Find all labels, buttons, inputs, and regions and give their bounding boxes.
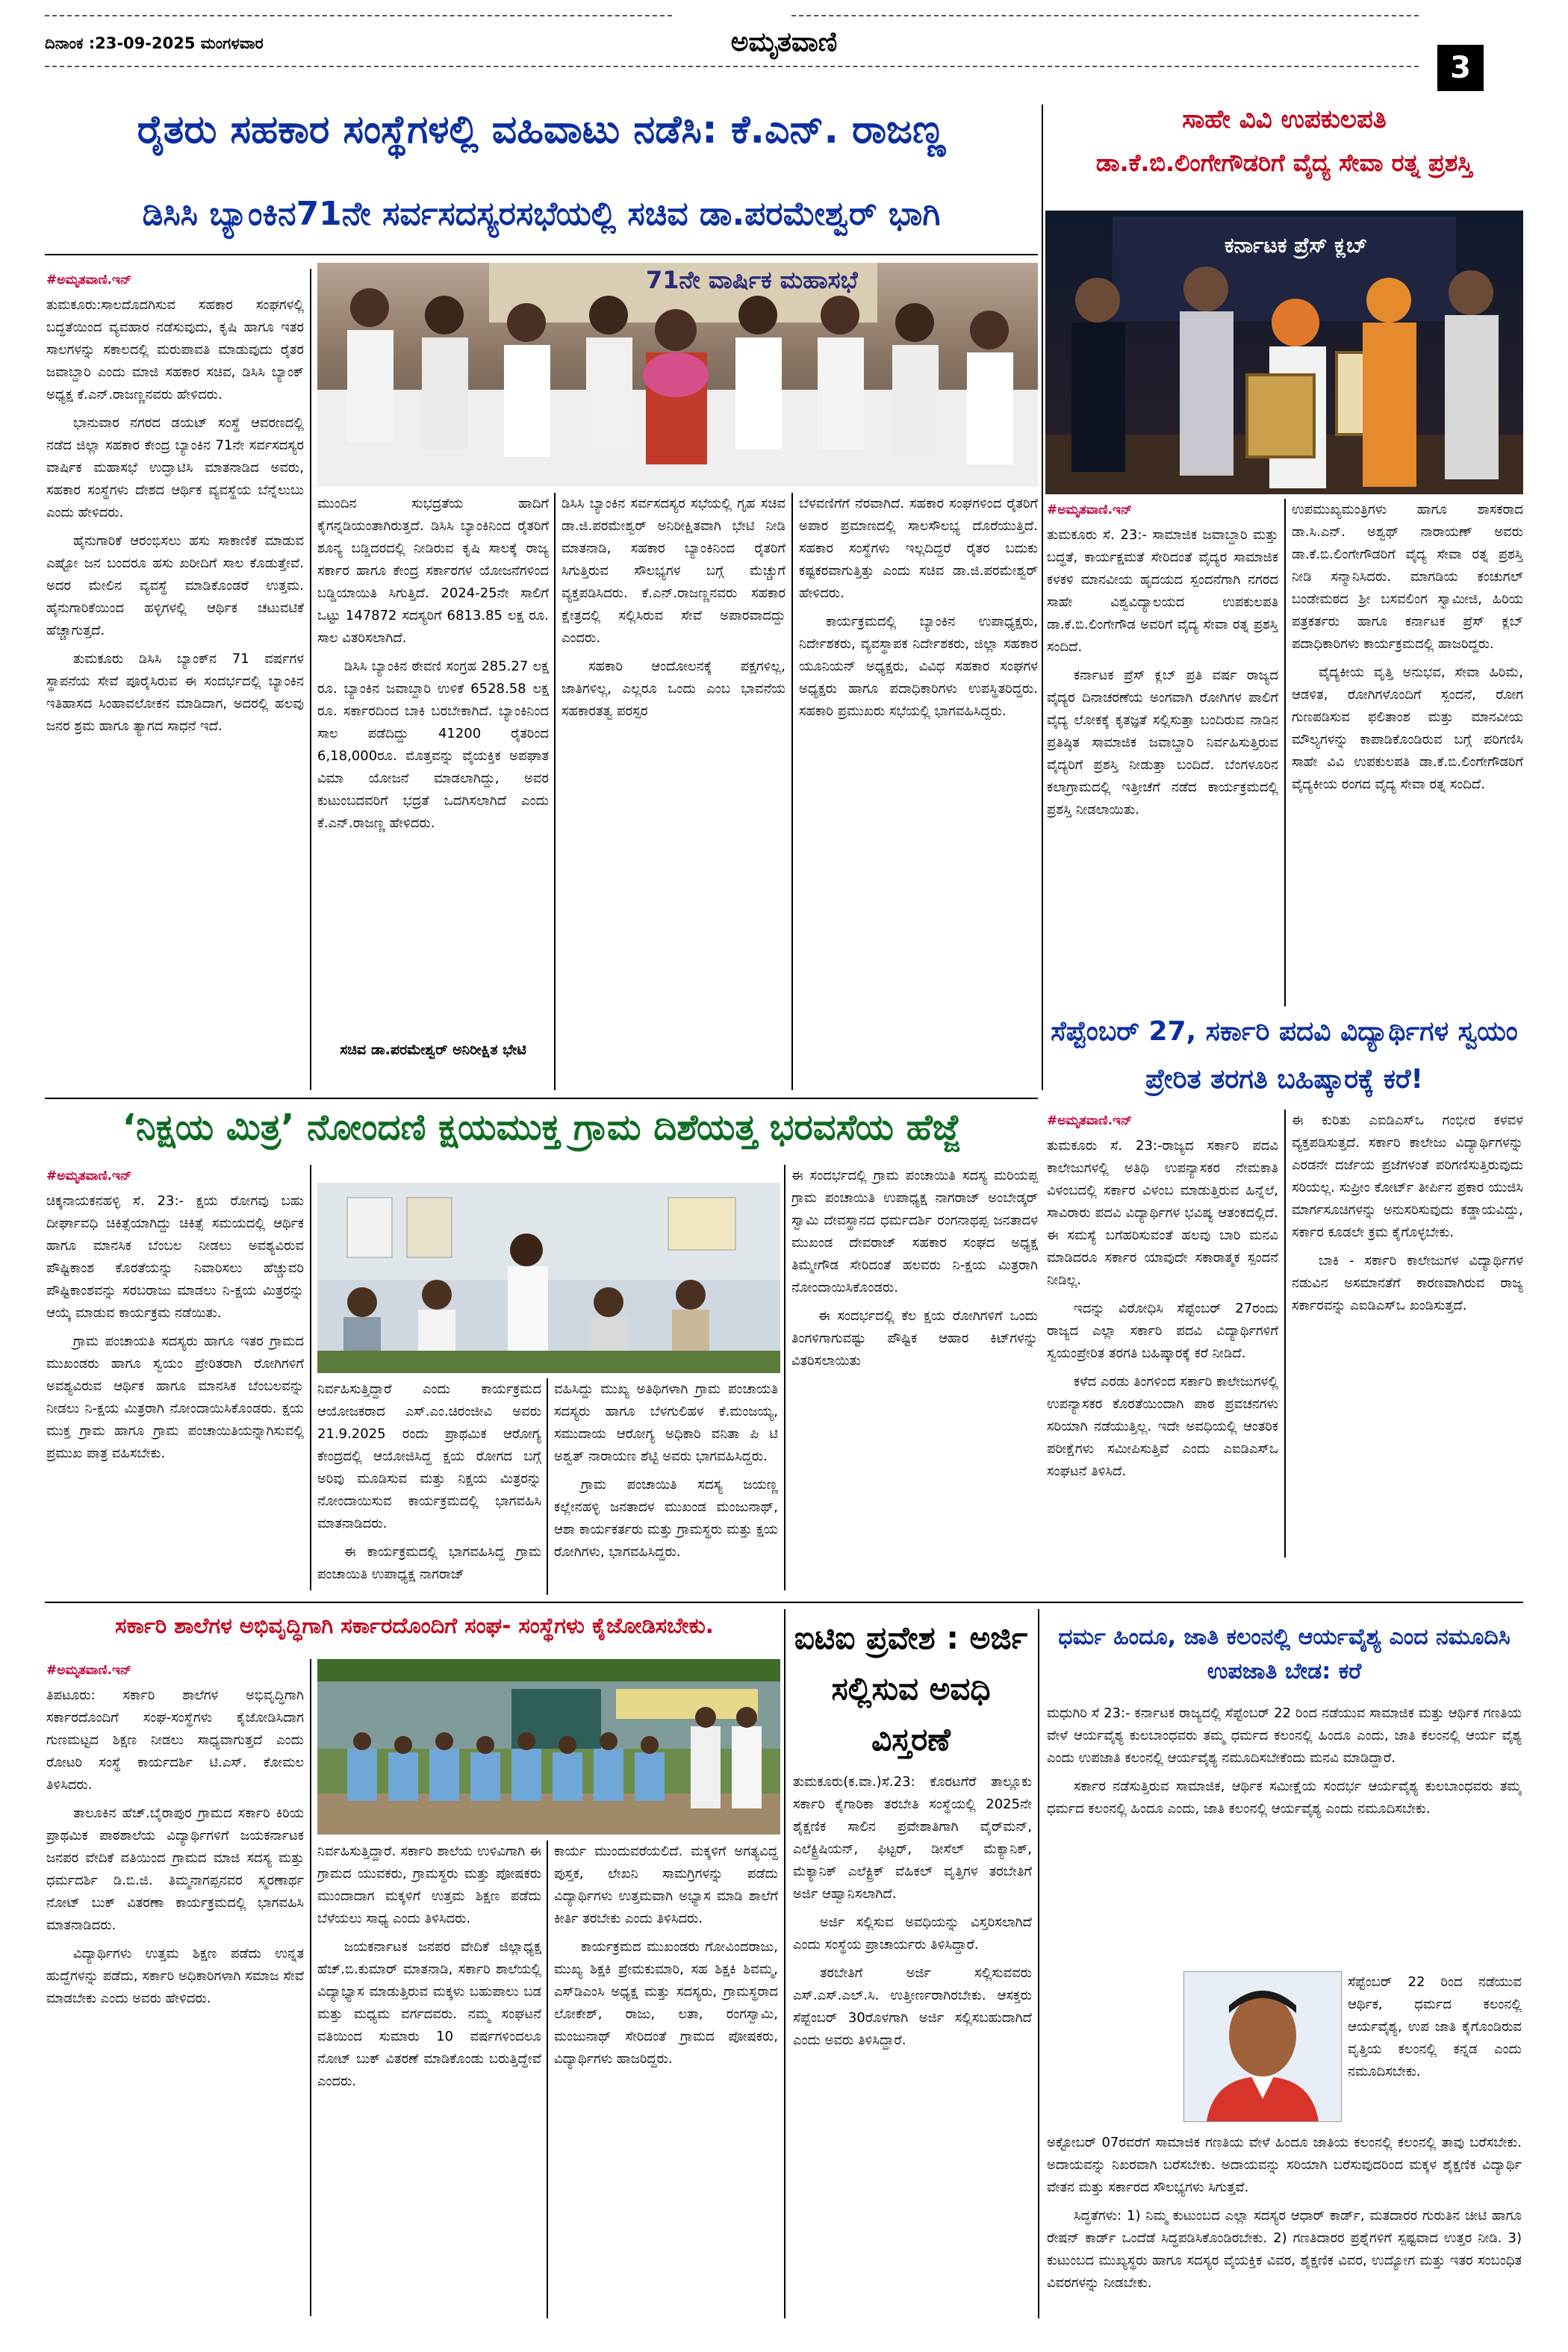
story2-dateline: #ಅಮೃತವಾಣಿ.ಇನ್ <box>1047 503 1133 517</box>
paragraph: ಈ ಕುರಿತು ಎಐಡಿಎಸ್‌ಒ ಗಂಭೀರ ಕಳವಳ ವ್ಯಕ್ತಪಡಿಸುತ್ತದೆ. ಸರ್ಕಾರಿ ಕಾಲೇಜು ವಿದ್ಯಾರ್ಥಿಗಳನ್ನು ಎರಡನೇ ದರ್ಜೆಯ ಪ್ರಜೆಗಳಂತೆ ಪರಿಗಣಿಸುತ್ತಿರುವುದು ಸರಿಯಲ್ಲ. ಸುಪ್ರೀಂ ಕೋರ್ಟ್ ತೀರ್ಪಿನ ಪ್ರಕಾರ ಯುಜಿಸಿ ಮಾರ್ಗಸೂಚಿಗಳನ್ನು ಅನುಸರಿಸುವುದು ಕಡ್ಡಾಯವಿದ್ದು, ಸರ್ಕಾರ ಕೂಡಲೇ ಕ್ರಮ ಕೈಗೊಳ್ಳಬೇಕು. <box>1292 1113 1523 1240</box>
ceremony-photo-graphic <box>317 263 1038 487</box>
paragraph: ತುಮಕೂರು ಸೆ. 23:-ರಾಜ್ಯದ ಸರ್ಕಾರಿ ಪದವಿ ಕಾಲೇಜುಗಳಲ್ಲಿ ಅತಿಥಿ ಉಪನ್ಯಾಸಕರ ನೇಮಕಾತಿ ವಿಳಂಬದಲ್ಲಿ ಸರ್ಕಾರ ವಿಳಂಬ ಮಾಡುತ್ತಿರುವ ಹಿನ್ನೆಲೆ, ಸಾವಿರಾರು ಪದವಿ ವಿದ್ಯಾರ್ಥಿಗಳ ಭವಿಷ್ಯ ಆತಂಕದಲ್ಲಿದೆ. ಈ ಸಮಸ್ಯೆ ಬಗೆಹರಿಸುವಂತೆ ಹಲವು ಬಾರಿ ಮನವಿ ಮಾಡಿದರೂ ಸರ್ಕಾರ ಯಾವುದೇ ಸಕಾರಾತ್ಮಕ ಸ್ಪಂದನೆ ನೀಡಿಲ್ಲ. <box>1047 1138 1278 1288</box>
paragraph: ತುಮಕೂರು ಸೆ. 23:- ಸಾಮಾಜಿಕ ಜವಾಬ್ದಾರಿ ಮತ್ತು ಬದ್ಧತೆ, ಕಾರ್ಯಕ್ಷಮತೆ ಸೇರಿದಂತೆ ವೈದ್ಯರ ಸಾಮಾಜಿಕ ಕಳಕಳಿ ಮಾನವೀಯ ಹೃದಯದ ಸ್ಪಂದನೆಗಾಗಿ ನಗರದ ಸಾಹೇ ವಿಶ್ವವಿದ್ಯಾಲಯದ ಉಪಕುಲಪತಿ ಡಾ.ಕೆ.ಬಿ.ಲಿಂಗೇಗೌಡ ಅವರಿಗೆ ವೈದ್ಯ ಸೇವಾ ರತ್ನ ಪ್ರಶಸ್ತಿ ಸಂದಿದೆ. <box>1047 527 1278 655</box>
paragraph: ಇದನ್ನು ವಿರೋಧಿಸಿ ಸೆಪ್ಟೆಂಬರ್ 27ರಂದು ರಾಜ್ಯದ ಎಲ್ಲಾ ಸರ್ಕಾರಿ ಪದವಿ ವಿದ್ಯಾರ್ಥಿಗಳಿಗೆ ಸ್ವಯಂಪ್ರೇರಿತ ತರಗತಿ ಬಹಿಷ್ಕಾರಕ್ಕೆ ಕರೆ ನೀಡಿದೆ. <box>1047 1301 1278 1361</box>
paragraph: ಉಪಮುಖ್ಯಮಂತ್ರಿಗಳು ಹಾಗೂ ಶಾಸಕರಾದ ಡಾ.ಸಿ.ಎನ್. ಅಶ್ವಥ್ ನಾರಾಯಣ್ ಅವರು ಡಾ.ಕೆ.ಬಿ.ಲಿಂಗೇಗೌಡರಿಗೆ ವೈದ್ಯ ಸೇವಾ ರತ್ನ ಪ್ರಶಸ್ತಿ ನೀಡಿ ಸನ್ಮಾನಿಸಿದರು. ಮಾಗಡಿಯ ಕಂಚುಗಲ್ ಬಂಡೇಮಠದ ಶ್ರೀ ಬಸವಲಿಂಗ ಸ್ವಾಮೀಜಿ, ಹಿರಿಯ ಪತ್ರಕರ್ತರು ಹಾಗೂ ಕರ್ನಾಟಕ ಪ್ರೆಸ್ ಕ್ಲಬ್ ಪದಾಧಿಕಾರಿಗಳು ಕಾರ್ಯಕ್ರಮದಲ್ಲಿ ಹಾಜರಿದ್ದರು. <box>1292 502 1523 652</box>
portrait-graphic <box>1184 1972 1341 2121</box>
story2-photo-banner: ಕರ್ನಾಟಕ ಪ್ರೆಸ್ ಕ್ಲಬ್ <box>1225 233 1368 258</box>
story4-column-2 <box>317 1378 541 1595</box>
paragraph: ಸಿದ್ಧತೆಗಳು: 1) ನಿಮ್ಮ ಕುಟುಂಬದ ಎಲ್ಲಾ ಸದಸ್ಯರ ಆಧಾರ್ ಕಾರ್ಡ್, ಮತದಾರರ ಗುರುತಿನ ಚೀಟಿ ಹಾಗೂ ರೇಷನ್ ಕಾರ್ಡ್ ಒಂದೆಡೆ ಸಿದ್ಧಪಡಿಸಿಕೊಂಡಿರಬೇಕು. 2) ಗಣತಿದಾರರ ಪ್ರಶ್ನೆಗಳಿಗೆ ಸ್ಪಷ್ಟವಾದ ಉತ್ತರ ನೀಡಿ. 3) ಕುಟುಂಬದ ಮುಖ್ಯಸ್ಥರು ಹಾಗೂ ಸದಸ್ಯರ ವೈಯಕ್ತಿಕ ವಿವರ, ಶೈಕ್ಷಣಿಕ ವಿವರ, ಉದ್ಯೋಗ ಮತ್ತು ಇತರ ಸಂಬಂಧಿತ ವಿವರಗಳನ್ನು ನೀಡಬೇಕು. <box>1047 2208 1522 2291</box>
paragraph: ಮುಂದಿನ ಸುಭದ್ರತೆಯ ಹಾದಿಗೆ ಕೈಗನ್ನಡಿಯಂತಾಗಿರುತ್ತದೆ. ಡಿಸಿಸಿ ಬ್ಯಾಂಕಿನಿಂದ ರೈತರಿಗೆ ಶೂನ್ಯ ಬಡ್ಡಿದರದಲ್ಲಿ ನೀಡಿರುವ ಕೃಷಿ ಸಾಲಕ್ಕೆ ರಾಜ್ಯ ಸರ್ಕಾರ ಹಾಗೂ ಕೇಂದ್ರ ಸರ್ಕಾರಗಳ ಯೋಜನೆಗಳಿಂದ ಬಡ್ಡಿಯಾಯಿತಿ ಸಿಗುತ್ತಿದೆ. 2024-25ನೇ ಸಾಲಿಗೆ ಒಟ್ಟು 147872 ಸದಸ್ಯರಿಗೆ 6813.85 ಲಕ್ಷ ರೂ. ಸಾಲ ವಿತರಿಸಲಾಗಿದೆ. <box>317 496 549 646</box>
story4-dateline: #ಅಮೃತವಾಣಿ.ಇನ್ <box>46 1169 132 1183</box>
story2-photo <box>1045 211 1523 494</box>
section-rule <box>1042 105 1043 1090</box>
story1-column-3 <box>561 493 785 1090</box>
paragraph: ಈ ಸಂದರ್ಭದಲ್ಲಿ ಗ್ರಾಮ ಪಂಚಾಯಿತಿ ಸದಸ್ಯ ಮರಿಯಪ್ಪ ಗ್ರಾಮ ಪಂಚಾಯಿತಿ ಉಪಾಧ್ಯಕ್ಷ ನಾಗರಾಜ್ ಅಂಬೇಡ್ಕರ್ ಸ್ವಾಮಿ ದೇವಸ್ಥಾನದ ಧರ್ಮದರ್ಶಿ ರಂಗನಾಥಪ್ಪ ಜನತಾದಳ ಮುಖಂಡ ದೇವರಾಜ್ ಸಹಕಾರ ಸಂಘದ ಅಧ್ಯಕ್ಷ ತಿಮ್ಮೇಗೌಡ ಸೇರಿದಂತೆ ಹಲವರು ನಿ-ಕ್ಷಯ ಮಿತ್ರರಾಗಿ ನೋಂದಾಯಿಸಿಕೊಂಡರು. <box>791 1168 1038 1295</box>
story1-dateline: #ಅಮೃತವಾಣಿ.ಇನ್ <box>46 273 132 287</box>
paragraph: ನಿರ್ವಹಿಸುತ್ತಿದ್ದಾರೆ. ಸರ್ಕಾರಿ ಶಾಲೆಯ ಉಳಿವಿಗಾಗಿ ಈ ಗ್ರಾಮದ ಯುವಕರು, ಗ್ರಾಮಸ್ಥರು ಮತ್ತು ಪೋಷಕರು ಮುಂದಾದಾಗ ಮಕ್ಕಳಿಗೆ ಉತ್ತಮ ಶಿಕ್ಷಣ ಪಡೆದು ಬೆಳೆಯಲು ಸಾಧ್ಯ ಎಂದು ತಿಳಿಸಿದರು. <box>317 1844 541 1926</box>
story1-photo <box>317 263 1038 487</box>
paragraph: ವಹಿಸಿದ್ದು ಮುಖ್ಯ ಅತಿಥಿಗಳಾಗಿ ಗ್ರಾಮ ಪಂಚಾಯತಿ ಸದಸ್ಯರು ಹಾಗೂ ಬೆಳಗುಲಿಹಳ ಕೆ.ಮಂಜಯ್ಯ, ಸಮುದಾಯ ಆರೋಗ್ಯ ಅಧಿಕಾರಿ ವನಿತಾ ಪಿ ಟಿ ಅಶ್ವತ್ ನಾರಾಯಣ ಶೆಟ್ಟಿ ಅವರು ಭಾಗವಹಿಸಿದ್ದರು. <box>554 1381 778 1464</box>
header-rule-left <box>45 15 672 16</box>
story5-column-3 <box>554 1841 778 2333</box>
paragraph: ತುಮಕೂರು(ಕ.ವಾ.)ಸೆ.23: ಕೊರಟಗೆರೆ ತಾಲ್ಲೂಕು ಸರ್ಕಾರಿ ಕೈಗಾರಿಕಾ ತರಬೇತಿ ಸಂಸ್ಥೆಯಲ್ಲಿ 2025ನೇ ಶೈಕ್ಷಣಿಕ ಸಾಲಿನ ಪ್ರವೇಶಾತಿಗಾಗಿ ವೈರ್‌ಮನ್, ಎಲೆಕ್ಟ್ರಿಷಿಯನ್, ಫಿಟ್ಟರ್, ಡೀಸೆಲ್ ಮೆಕ್ಯಾನಿಕ್, ಮೆಕ್ಯಾನಿಕ್ ಎಲೆಕ್ಟ್ರಿಕ್ ವೆಹಿಕಲ್ ವೃತ್ತಿಗಳ ತರಬೇತಿಗೆ ಅರ್ಜಿ ಆಹ್ವಾನಿಸಲಾಗಿದೆ. <box>793 1774 1032 1902</box>
paragraph: ವಿದ್ಯಾರ್ಥಿಗಳು ಉತ್ತಮ ಶಿಕ್ಷಣ ಪಡೆದು ಉನ್ನತ ಹುದ್ದೆಗಳನ್ನು ಪಡೆದು, ಸರ್ಕಾರಿ ಅಧಿಕಾರಿಗಳಾಗಿ ಸಮಾಜ ಸೇವೆ ಮಾಡಬೇಕು ಎಂದು ಅವರು ಹೇಳಿದರು. <box>46 1946 304 2006</box>
column-rule <box>547 1378 548 1595</box>
story1-photo-banner: 71ನೇ ವಾರ್ಷಿಕ ಮಹಾಸಭೆ <box>646 266 858 294</box>
header-underline <box>45 66 1419 67</box>
story4-column-1 <box>46 1165 304 1590</box>
paragraph: ಹೈನುಗಾರಿಕೆ ಆರಂಭಿಸಲು ಹಸು ಸಾಕಾಣಿಕೆ ಮಾಡುವ ಎಷ್ಟೋ ಜನ ಬಂದರೂ ಹಸು ಖರೀದಿಗೆ ಸಾಲ ಕೊಡುತ್ತೇವೆ. ಅದರ ಮೇಲಿನ ವ್ಯವಸ್ಥೆ ಮಾಡಿಕೊಂಡರೆ ಉತ್ತಮ. ಹೈನುಗಾರಿಕೆಯಿಂದ ಹಳ್ಳಿಗಳಲ್ಲಿ ಆರ್ಥಿಕ ಚಟುವಟಿಕೆ ಹೆಚ್ಚಾಗುತ್ತದೆ. <box>46 533 304 638</box>
paragraph: ಅರ್ಜಿ ಸಲ್ಲಿಸುವ ಅವಧಿಯನ್ನು ವಿಸ್ತರಿಸಲಾಗಿದೆ ಎಂದು ಸಂಸ್ಥೆಯ ಪ್ರಾಚಾರ್ಯರು ತಿಳಿಸಿದ್ದಾರೆ. <box>793 1914 1032 1953</box>
story1-column-1 <box>46 269 304 1165</box>
story4-column-3 <box>554 1378 778 1595</box>
story7-headline: ಧರ್ಮ ಹಿಂದೂ, ಜಾತಿ ಕಲಂನಲ್ಲಿ ಆರ್ಯವೈಶ್ಯ ಎಂದ ನಮೂದಿಸಿ ಉಪಜಾತಿ ಬೇಡ: ಕರೆ <box>1058 1624 1511 1684</box>
story6-body <box>793 1771 1032 2309</box>
story1-column-4 <box>799 493 1038 1090</box>
paragraph: ಈ ಕಾರ್ಯಕ್ರಮದಲ್ಲಿ ಭಾಗವಹಿಸಿದ್ದ ಗ್ರಾಮ ಪಂಚಾಯಿತಿ ಉಪಾಧ್ಯಕ್ಷ ನಾಗರಾಜ್ <box>317 1544 541 1582</box>
column-rule <box>784 1609 785 2318</box>
paragraph: ಸಹಕಾರಿ ಆಂದೋಲನಕ್ಕೆ ಪಕ್ಷಗಳಿಲ್ಲ, ಜಾತಿಗಳಿಲ್ಲ, ಎಲ್ಲರೂ ಒಂದು ಎಂಬ ಭಾವನೆಯ ಸಹಕಾರತತ್ವ ಪರಸ್ಪರ <box>561 659 785 719</box>
story5-column-2 <box>317 1841 541 2333</box>
column-rule <box>310 1659 311 2316</box>
page-number: 3 <box>1437 45 1484 91</box>
story1-headline: ರೈತರು ಸಹಕಾರ ಸಂಸ್ಥೆಗಳಲ್ಲಿ ವಹಿವಾಟು ನಡೆಸಿ: ಕೆ.ಎನ್. ರಾಜಣ್ಣ <box>137 108 946 152</box>
paragraph: ಡಿಸಿಸಿ ಬ್ಯಾಂಕಿನ ಠೇವಣಿ ಸಂಗ್ರಹ 285.27 ಲಕ್ಷ ರೂ. ಬ್ಯಾಂಕಿನ ಜವಾಬ್ದಾರಿ ಉಳಿಕೆ 6528.58 ಲಕ್ಷ ರೂ. ಸರ್ಕಾರದಿಂದ ಬಾಕಿ ಬರಬೇಕಾಗಿದೆ. ಬ್ಯಾಂಕಿನಿಂದ ಸಾಲ ಪಡೆದಿದ್ದು 41200 ರೈತರಿಂದ 6,18,000ರೂ. ಮೊತ್ತವನ್ನು ವೈಯಕ್ತಿಕ ಅಪಘಾತ ವಿಮಾ ಯೋಜನೆ ಮಾಡಲಾಗಿದ್ದು, ಅವರ ಕುಟುಂಬದವರಿಗೆ ಭದ್ರತೆ ಒದಗಿಸಲಾಗಿದೆ ಎಂದು ಕೆ.ಎನ್.ರಾಜಣ್ಣ ಹೇಳಿದರು. <box>317 659 549 831</box>
meeting-photo-graphic <box>317 1183 780 1373</box>
paragraph: ಕಳೆದ ಎರಡು ತಿಂಗಳಿಂದ ಸರ್ಕಾರಿ ಕಾಲೇಜುಗಳಲ್ಲಿ ಉಪನ್ಯಾಸಕರ ಕೊರತೆಯಿಂದಾಗಿ ಪಾಠ ಪ್ರವಚನಗಳು ಸರಿಯಾಗಿ ನಡೆಯುತ್ತಿಲ್ಲ. ಇದೇ ಅವಧಿಯಲ್ಲಿ ಆಂತರಿಕ ಪರೀಕ್ಷೆಗಳು ಸಮೀಪಿಸುತ್ತಿವೆ ಎಂದು ಎಐಡಿಎಸ್‌ಒ ಸಂಘಟನೆ ತಿಳಿಸಿದೆ. <box>1047 1374 1278 1479</box>
paragraph: ಸೆಪ್ಟೆಂಬರ್ 22 ರಿಂದ ನಡೆಯುವ ಆರ್ಥಿಕ, ಧರ್ಮದ ಕಲಂನಲ್ಲಿ ಆರ್ಯವೈಶ್ಯ, ಉಪ ಜಾತಿ ಕೈಗೊಂಡಿರುವ ವೃತ್ತಿಯ ಕಲಂನಲ್ಲಿ ಕನ್ನಡ ಎಂದು ನಮೂದಿಸಬೇಕು. <box>1348 1974 1522 2079</box>
story3-column-2 <box>1292 1110 1523 1558</box>
paragraph: ಕಾರ್ಯ ಮುಂದುವರೆಯಲಿದೆ. ಮಕ್ಕಳಿಗೆ ಅಗತ್ಯವಿದ್ದ ಪುಸ್ತಕ, ಲೇಖನಿ ಸಾಮಗ್ರಿಗಳನ್ನು ಪಡೆದು ವಿದ್ಯಾರ್ಥಿಗಳು ಉತ್ತಮವಾಗಿ ಅಭ್ಯಾಸ ಮಾಡಿ ಶಾಲೆಗೆ ಕೀರ್ತಿ ತರಬೇಕು ಎಂದು ತಿಳಿಸಿದರು. <box>554 1844 778 1926</box>
paragraph: ಕಾರ್ಯಕ್ರಮದ ಮುಖಂಡರು ಗೋವಿಂದರಾಜು, ಮುಖ್ಯ ಶಿಕ್ಷಕಿ ಪ್ರೇಮಕುಮಾರಿ, ಸಹ ಶಿಕ್ಷಕಿ ಶಿವಮ್ಮ, ಎಸ್‌ಡಿಎಂಸಿ ಅಧ್ಯಕ್ಷ ಮತ್ತು ಸದಸ್ಯರು, ಗ್ರಾಮಸ್ಥರಾದ ಲೋಕೇಶ್, ರಾಜು, ಲತಾ, ರಂಗಸ್ವಾಮಿ, ಮಂಜುನಾಥ್ ಸೇರಿದಂತೆ ಗ್ರಾಮದ ಪೋಷಕರು, ವಿದ್ಯಾರ್ಥಿಗಳು ಹಾಜರಿದ್ದರು. <box>554 1939 778 2067</box>
story5-photo <box>317 1659 780 1835</box>
paragraph: ಮಧುಗಿರಿ ಸೆ 23:- ಕರ್ನಾಟಕ ರಾಜ್ಯದಲ್ಲಿ ಸೆಪ್ಟೆಂಬರ್ 22 ರಿಂದ ನಡೆಯುವ ಸಾಮಾಜಿಕ ಮತ್ತು ಆರ್ಥಿಕ ಗಣತಿಯ ವೇಳೆ ಆರ್ಯವೈಶ್ಯ ಕುಲಬಾಂಧವರು ತಮ್ಮ ಧರ್ಮದ ಕಲಂನಲ್ಲಿ ಹಿಂದೂ ಎಂದು, ಜಾತಿ ಕಲಂನಲ್ಲಿ ಆರ್ಯ ವೈಶ್ಯ ಎಂದು ಉಪಜಾತಿ ಕಲಂನಲ್ಲಿ ಆರ್ಯವೈಶ್ಯ ನಮೂದಿಸಬೇಕೆಂದು ಮನವಿ ಮಾಡಿದ್ದಾರೆ. <box>1047 1705 1522 1766</box>
story6-headline: ಐಟಿಐ ಪ್ರವೇಶ : ಅರ್ಜಿ ಸಲ್ಲಿಸುವ ಅವಧಿ ವಿಸ್ತರಣೆ <box>794 1620 1028 1758</box>
paragraph: ಸರ್ಕಾರ ನಡೆಸುತ್ತಿರುವ ಸಾಮಾಜಿಕ, ಆರ್ಥಿಕ ಸಮೀಕ್ಷೆಯ ಸಂದರ್ಭ ಆರ್ಯವೈಶ್ಯ ಕುಲಬಾಂಧವರು ತಮ್ಮ ಧರ್ಮದ ಕಲಂನಲ್ಲಿ ಹಿಂದೂ ಎಂದು, ಜಾತಿ ಕಲಂನಲ್ಲಿ ಆರ್ಯವೈಶ್ಯ ಎಂದು ನಮೂದಿಸಬೇಕು. <box>1047 1779 1522 1817</box>
story3-headline: ಸೆಪ್ಟೆಂಬರ್ 27, ಸರ್ಕಾರಿ ಪದವಿ ವಿದ್ಯಾರ್ಥಿಗಳ ಸ್ವಯಂ ಪ್ರೇರಿತ ತರಗತಿ ಬಹಿಷ್ಕಾರಕ್ಕೆ ಕರೆ! <box>1051 1016 1518 1095</box>
story3-dateline: #ಅಮೃತವಾಣಿ.ಇನ್ <box>1047 1113 1133 1128</box>
school-photo-graphic <box>317 1659 780 1835</box>
paragraph: ಚಿಕ್ಕನಾಯಕನಹಳ್ಳಿ ಸೆ. 23:- ಕ್ಷಯ ರೋಗವು ಬಹು ದೀರ್ಘಾವಧಿ ಚಿಕಿತ್ಸೆಯಾಗಿದ್ದು ಚಿಕಿತ್ಸೆ ಸಮಯದಲ್ಲಿ ಆರ್ಥಿಕ ಹಾಗೂ ಮಾನಸಿಕ ಬೆಂಬಲ ನೀಡಲು ಅವಶ್ಯವಿರುವ ಪೌಷ್ಟಿಕಾಂಶ ಕೊರತೆಯನ್ನು ನಿವಾರಿಸಲು ಹೆಚ್ಚುವರಿ ಪೌಷ್ಟಿಕಾಂಶವನ್ನು ಸರಬರಾಜು ಮಾಡಲು ನಿ-ಕ್ಷಯ ಮಿತ್ರರನ್ನು ಆಯ್ಕೆ ಮಾಡುವ ಕಾರ್ಯಕ್ರಮ ನಡೆಯಿತು. <box>46 1193 304 1321</box>
paragraph: ಈ ಸಂದರ್ಭದಲ್ಲಿ ಕೆಲ ಕ್ಷಯ ರೋಗಿಗಳಿಗೆ ಒಂದು ತಿಂಗಳಿಗಾಗುವಷ್ಟು ಪೌಷ್ಟಿಕ ಆಹಾರ ಕಿಟ್‌ಗಳನ್ನು ವಿತರಿಸಲಾಯಿತು <box>791 1308 1038 1369</box>
story1-col2-caption: ಸಚಿವ ಡಾ.ಪರಮೇಶ್ವರ್ ಅನಿರೀಕ್ಷಿತ ಭೇಟಿ <box>340 1042 526 1058</box>
column-rule <box>547 1841 548 2318</box>
story2-column-2 <box>1292 499 1523 1007</box>
story2-headline: ಡಾ.ಕೆ.ಬಿ.ಲಿಂಗೇಗೌಡರಿಗೆ ವೈದ್ಯ ಸೇವಾ ರತ್ನ ಪ್ರಶಸ್ತಿ <box>1095 149 1473 177</box>
story5-dateline: #ಅಮೃತವಾಣಿ.ಇನ್ <box>46 1663 132 1678</box>
paragraph: ಡಿಸಿಸಿ ಬ್ಯಾಂಕಿನ ಸರ್ವಸದಸ್ಯರ ಸಭೆಯಲ್ಲಿ ಗೃಹ ಸಚಿವ ಡಾ.ಜಿ.ಪರಮೇಶ್ವರ್ ಅನಿರೀಕ್ಷಿತವಾಗಿ ಭೇಟಿ ನೀಡಿ ಮಾತನಾಡಿ, ಸಹಕಾರ ಬ್ಯಾಂಕಿನಿಂದ ರೈತರಿಗೆ ಸಿಗುತ್ತಿರುವ ಸೌಲಭ್ಯಗಳ ಬಗ್ಗೆ ಮೆಚ್ಚುಗೆ ವ್ಯಕ್ತಪಡಿಸಿದರು. ಕೆ.ಎನ್.ರಾಜಣ್ಣನವರು ಸಹಕಾರ ಕ್ಷೇತ್ರದಲ್ಲಿ ಸಲ್ಲಿಸಿರುವ ಸೇವೆ ಅಪಾರವಾದದ್ದು ಎಂದರು. <box>561 496 785 646</box>
issue-date: ದಿನಾಂಕ :23-09-2025 ಮಂಗಳವಾರ <box>45 34 264 52</box>
story7-body-bottom <box>1047 2132 1522 2326</box>
story3-column-1 <box>1047 1110 1278 1558</box>
column-rule <box>1284 499 1286 1007</box>
story7-portrait <box>1183 1971 1342 2122</box>
paragraph: ತಿಪಟೂರು: ಸರ್ಕಾರಿ ಶಾಲೆಗಳ ಅಭಿವೃದ್ಧಿಗಾಗಿ ಸರ್ಕಾರದೊಂದಿಗೆ ಸಂಘ-ಸಂಸ್ಥೆಗಳು ಕೈಜೋಡಿಸಿದಾಗ ಗುಣಮಟ್ಟದ ಶಿಕ್ಷಣ ನೀಡಲು ಸಾಧ್ಯವಾಗುತ್ತದೆ ಎಂದು ರೋಟರಿ ಸಂಸ್ಥೆ ಕಾರ್ಯದರ್ಶಿ ಟಿ.ಎಸ್. ಕೋಮಲ ತಿಳಿಸಿದರು. <box>46 1687 304 1793</box>
column-rule <box>1038 1609 1039 2318</box>
paragraph: ಕಾರ್ಯಕ್ರಮದಲ್ಲಿ ಬ್ಯಾಂಕಿನ ಉಪಾಧ್ಯಕ್ಷರು, ನಿರ್ದೇಶಕರು, ವ್ಯವಸ್ಥಾಪಕ ನಿರ್ದೇಶಕರು, ಜಿಲ್ಲಾ ಸಹಕಾರ ಯೂನಿಯನ್ ಅಧ್ಯಕ್ಷರು, ವಿವಿಧ ಸಹಕಾರ ಸಂಘಗಳ ಅಧ್ಯಕ್ಷರು ಹಾಗೂ ಪದಾಧಿಕಾರಿಗಳು ಉಪಸ್ಥಿತರಿದ್ದರು. ಸಹಕಾರಿ ಪ್ರಮುಖರು ಸಭೆಯಲ್ಲಿ ಭಾಗವಹಿಸಿದ್ದರು. <box>799 614 1038 719</box>
masthead: ಅಮೃತವಾಣಿ <box>730 27 838 57</box>
paragraph: ತುಮಕೂರು:ಸಾಲದೊದಗಿಸುವ ಸಹಕಾರ ಸಂಘಗಳಲ್ಲಿ ಬದ್ಧತೆಯಿಂದ ವ್ಯವಹಾರ ನಡೆಸುವುದು, ಕೃಷಿ ಹಾಗೂ ಇತರ ಸಾಲಗಳನ್ನು ಸಕಾಲದಲ್ಲಿ ಮರುಪಾವತಿ ಮಾಡುವುದು ರೈತರ ಜವಾಬ್ದಾರಿ ಎಂದು ಮಾಜಿ ಸಹಕಾರ ಸಚಿವ, ಡಿಸಿಸಿ ಬ್ಯಾಂಕ್ ಅಧ್ಯಕ್ಷ ಕೆ.ಎನ್.ರಾಜಣ್ಣನವರು ಹೇಳಿದರು. <box>46 297 304 402</box>
section-rule <box>45 1602 1523 1603</box>
story4-headline: ‘ನಿಕ್ಷಯ ಮಿತ್ರ’ ನೋಂದಣಿ ಕ್ಷಯಮುಕ್ತ ಗ್ರಾಮ ದಿಶೆಯತ್ತ ಭರವಸೆಯ ಹೆಜ್ಜೆ <box>122 1107 961 1148</box>
paragraph: ಗ್ರಾಮ ಪಂಚಾಯತಿ ಸದಸ್ಯರು ಹಾಗೂ ಇತರ ಗ್ರಾಮದ ಮುಖಂಡರು ಹಾಗೂ ಸ್ವಯಂ ಪ್ರೇರಿತರಾಗಿ ರೋಗಿಗಳಿಗೆ ಅವಶ್ಯವಿರುವ ಆರ್ಥಿಕ ಹಾಗೂ ಮಾನಸಿಕ ಬೆಂಬಲವನ್ನು ನೀಡಲು ನಿ-ಕ್ಷಯ ಮಿತ್ರರಾಗಿ ನೋಂದಾಯಿಸಿಕೊಂಡರು. ಕ್ಷಯ ಮುಕ್ತ ಗ್ರಾಮ ಹಾಗೂ ಗ್ರಾಮ ಪಂಚಾಯಿತಿಯನ್ನಾಗಿಸುವಲ್ಲಿ ಪ್ರಮುಖ ಪಾತ್ರ ವಹಿಸಬೇಕು. <box>46 1334 304 1461</box>
column-rule <box>1284 1110 1286 1558</box>
paragraph: ತುಮಕೂರು ಡಿಸಿಸಿ ಬ್ಯಾಂಕ್‌ನ 71 ವರ್ಷಗಳ ಸ್ಥಾಪನೆಯ ಸೇವೆ ಪೂರೈಸಿರುವ ಈ ಸಂದರ್ಭದಲ್ಲಿ ಬ್ಯಾಂಕಿನ ಇತಿಹಾಸದ ಸಿಂಹಾವಲೋಕನ ಮಾಡಿದಾಗ, ಅದರಲ್ಲಿ ಹಲವು ಜನರ ಶ್ರಮ ಹಾಗೂ ತ್ಯಾಗದ ಸಾಧನೆ ಇದೆ. <box>46 651 304 734</box>
paragraph: ತಾಲೂಕಿನ ಹೆಚ್.ಬೈರಾಪುರ ಗ್ರಾಮದ ಸರ್ಕಾರಿ ಕಿರಿಯ ಪ್ರಾಥಮಿಕ ಪಾಠಶಾಲೆಯ ವಿದ್ಯಾರ್ಥಿಗಳಿಗೆ ಜಯಕರ್ನಾಟಕ ಜನಪರ ವೇದಿಕೆ ವತಿಯಿಂದ ಗ್ರಾಮದ ಮಾಜಿ ಸದಸ್ಯ ಮತ್ತು ಧರ್ಮದರ್ಶಿ ಡಿ.ಬಿ.ಜಿ. ತಿಮ್ಮನಾಗಪ್ಪನವರ ಸ್ಮರಣಾರ್ಥ ನೋಟ್ ಬುಕ್ ವಿತರಣಾ ಕಾರ್ಯಕ್ರಮದಲ್ಲಿ ಭಾಗವಹಿಸಿ ಮಾತನಾಡಿದರು. <box>46 1805 304 1933</box>
column-rule <box>791 493 793 1090</box>
paragraph: ಭಾನುವಾರ ನಗರದ ಡಯಟ್ ಸಂಸ್ಥೆ ಆವರಣದಲ್ಲಿ ನಡೆದ ಜಿಲ್ಲಾ ಸಹಕಾರ ಕೇಂದ್ರ ಬ್ಯಾಂಕಿನ 71ನೇ ಸರ್ವಸದಸ್ಯರ ವಾರ್ಷಿಕ ಮಹಾಸಭೆ ಉದ್ಘಾಟಿಸಿ ಮಾತನಾಡಿದ ಅವರು, ಸಹಕಾರ ಸಂಸ್ಥೆಗಳು ದೇಶದ ಆರ್ಥಿಕ ವ್ಯವಸ್ಥೆಯ ಬೆನ್ನೆಲುಬು ಎಂದು ಹೇಳಿದರು. <box>46 415 304 520</box>
story7-body-top <box>1047 1702 1522 1960</box>
paragraph: ಗ್ರಾಮ ಪಂಚಾಯಿತಿ ಸದಸ್ಯ ಜಯಣ್ಣ ಕಲ್ಲೇನಹಳ್ಳಿ ಜನತಾದಳ ಮುಖಂಡ ಮಂಜುನಾಥ್, ಆಶಾ ಕಾರ್ಯಕರ್ತರು ಮತ್ತು ಗ್ರಾಮಸ್ಥರು ಮತ್ತು ಕ್ಷಯ ರೋಗಿಗಳು, ಭಾಗವಹಿಸಿದ್ದರು. <box>554 1477 778 1560</box>
column-rule <box>310 269 311 1090</box>
paragraph: ಕರ್ನಾಟಕ ಪ್ರೆಸ್ ಕ್ಲಬ್ ಪ್ರತಿ ವರ್ಷ ರಾಜ್ಯದ ವೈದ್ಯರ ದಿನಾಚರಣೆಯ ಅಂಗವಾಗಿ ರೋಗಿಗಳ ಪಾಲಿಗೆ ವೈದ್ಯ ಲೋಕಕ್ಕೆ ಕೃತಜ್ಞತೆ ಸಲ್ಲಿಸುತ್ತಾ ಬಂದಿರುವ ನಾಡಿನ ಪ್ರತಿಷ್ಠಿತ ಸಾಮಾಜಿಕ ಜವಾಬ್ದಾರಿ ನಿರ್ವಹಿಸುತ್ತಿರುವ ವೈದ್ಯರಿಗೆ ಪ್ರಶಸ್ತಿ ನೀಡುತ್ತಾ ಬಂದಿದೆ. ಬೆಂಗಳೂರಿನ ಕಲಾಗ್ರಾಮದಲ್ಲಿ ಇತ್ತೀಚೆಗೆ ನಡೆದ ಕಾರ್ಯಕ್ರಮದಲ್ಲಿ ಪ್ರಶಸ್ತಿ ನೀಡಲಾಯಿತು. <box>1047 668 1278 818</box>
paragraph: ಜಯಕರ್ನಾಟಕ ಜನಪರ ವೇದಿಕೆ ಜಿಲ್ಲಾಧ್ಯಕ್ಷ ಹೆಚ್.ಬಿ.ಕುಮಾರ್ ಮಾತನಾಡಿ, ಸರ್ಕಾರಿ ಶಾಲೆಯಲ್ಲಿ ವಿದ್ಯಾಭ್ಯಾಸ ಮಾಡುತ್ತಿರುವ ಮಕ್ಕಳು ಬಹುಪಾಲು ಬಡ ಮತ್ತು ಮಧ್ಯಮ ವರ್ಗದವರು. ನಮ್ಮ ಸಂಘಟನೆ ವತಿಯಿಂದ ಸುಮಾರು 10 ವರ್ಷಗಳಿಂದಲೂ ನೋಟ್ ಬುಕ್ ವಿತರಣೆ ಮಾಡಿಕೊಂಡು ಬರುತ್ತಿದ್ದೇವೆ ಎಂದರು. <box>317 1939 541 2089</box>
story4-column-4 <box>791 1165 1038 1590</box>
story1-rule <box>45 254 1038 255</box>
story2-column-1 <box>1047 499 1278 1096</box>
story1-subheadline: ಡಿಸಿಸಿ ಬ್ಯಾಂಕಿನ71ನೇ ಸರ್ವಸದಸ್ಯರಸಭೆಯಲ್ಲಿ ಸಚಿವ ಡಾ.ಪರಮೇಶ್ವರ್ ಭಾಗಿ <box>142 195 941 233</box>
story4-photo <box>317 1183 780 1373</box>
paragraph: ತರಬೇತಿಗೆ ಅರ್ಜಿ ಸಲ್ಲಿಸುವವರು ಎಸ್.ಎಸ್.ಎಲ್.ಸಿ. ಉತ್ತೀರ್ಣರಾಗಿರಬೇಕು. ಆಸಕ್ತರು ಸೆಪ್ಟೆಂಬರ್ 30ರೊಳಗಾಗಿ ಅರ್ಜಿ ಸಲ್ಲಿಸಬಹುದಾಗಿದೆ ಎಂದು ಅವರು ತಿಳಿಸಿದ್ದಾರೆ. <box>793 1965 1032 2048</box>
paragraph: ನಿರ್ವಹಿಸುತ್ತಿದ್ದಾರೆ ಎಂದು ಕಾರ್ಯಕ್ರಮದ ಆಯೋಜಕರಾದ ಎಸ್.ಎಂ.ಚಿರಂಜೀವಿ ಅವರು 21.9.2025 ರಂದು ಪ್ರಾಥಮಿಕ ಆರೋಗ್ಯ ಕೇಂದ್ರದಲ್ಲಿ ಆಯೋಜಿಸಿದ್ದ ಕ್ಷಯ ರೋಗದ ಬಗ್ಗೆ ಅರಿವು ಮೂಡಿಸುವ ಮತ್ತು ನಿಕ್ಷಯ ಮಿತ್ರರನ್ನು ನೋಂದಾಯಿಸುವ ಕಾರ್ಯಕ್ರಮದಲ್ಲಿ ಭಾಗವಹಿಸಿ ಮಾತನಾಡಿದರು. <box>317 1381 541 1531</box>
column-rule <box>554 493 556 1090</box>
column-rule <box>310 1165 311 1590</box>
paragraph: ಅಕ್ಟೋಬರ್ 07ರವರೆಗೆ ಸಾಮಾಜಿಕ ಗಣತಿಯ ವೇಳೆ ಹಿಂದೂ ಜಾತಿಯ ಕಲಂನಲ್ಲಿ ಕಲಂನಲ್ಲಿ ತಾವು ಬರೆಸಬೇಕು. ಅದಾಯವನ್ನು ನಿಖರವಾಗಿ ಬರೆಸಬೇಕು. ಅದಾಯವನ್ನು ಸರಿಯಾಗಿ ಬರೆಸುವುದರಿಂದ ಮಕ್ಕಳ ಶೈಕ್ಷಣಿಕ ವಿದ್ಯಾರ್ಥಿ ವೇತನ ಮತ್ತು ಸರ್ಕಾರದ ಸೌಲಭ್ಯಗಳು ಸಿಗುತ್ತವೆ. <box>1047 2135 1522 2195</box>
story7-beside-photo <box>1348 1971 1522 2128</box>
story5-column-1 <box>46 1659 304 2331</box>
header-rule-right <box>791 15 1419 16</box>
story1-column-2 <box>317 493 549 1068</box>
column-rule <box>784 1165 785 1590</box>
section-rule <box>45 1098 1038 1099</box>
story2-kicker: ಸಾಹೇ ವಿವಿ ಉಪಕುಲಪತಿ <box>1182 105 1387 134</box>
paragraph: ವೈದ್ಯಕೀಯ ವೃತ್ತಿ ಅನುಭವ, ಸೇವಾ ಹಿರಿಮೆ, ಆಡಳಿತ, ರೋಗಿಗಳೊಂದಿಗೆ ಸ್ಪಂದನೆ, ರೋಗ ಗುಣಪಡಿಸುವ ಫಲಿತಾಂಶ ಮತ್ತು ಮಾನವೀಯ ಮೌಲ್ಯಗಳನ್ನು ಕಾಪಾಡಿಕೊಂಡಿರುವ ಬಗ್ಗೆ ಪರಿಗಣಿಸಿ ಸಾಹೇ ವಿವಿ ಉಪಕುಲಪತಿ ಡಾ.ಕೆ.ಬಿ.ಲಿಂಗೇಗೌಡರಿಗೆ ವೈದ್ಯಕೀಯ ರಂಗದ ವೈದ್ಯ ಸೇವಾ ರತ್ನ ಸಂದಿದೆ. <box>1292 665 1523 792</box>
paragraph: ಬೆಳವಣಿಗೆಗೆ ನೆರವಾಗಿದೆ. ಸಹಕಾರ ಸಂಘಗಳಿಂದ ರೈತರಿಗೆ ಅಪಾರ ಪ್ರಮಾಣದಲ್ಲಿ ಸಾಲಸೌಲಭ್ಯ ದೊರೆಯುತ್ತಿದೆ. ಸಹಕಾರ ಸಂಸ್ಥೆಗಳು ಇಲ್ಲದಿದ್ದರೆ ರೈತರ ಬದುಕು ಕಷ್ಟಕರವಾಗುತ್ತಿತ್ತು ಎಂದು ಸಚಿವ ಡಾ.ಜಿ.ಪರಮೇಶ್ವರ್ ಹೇಳಿದರು. <box>799 496 1038 601</box>
paragraph: ಬಾಕಿ - ಸರ್ಕಾರಿ ಕಾಲೇಜುಗಳ ವಿದ್ಯಾರ್ಥಿಗಳ ನಡುವಿನ ಅಸಮಾನತೆಗೆ ಕಾರಣವಾಗಿರುವ ರಾಜ್ಯ ಸರ್ಕಾರವನ್ನು ಎಐಡಿಎಸ್‌ಒ ಖಂಡಿಸುತ್ತದೆ. <box>1292 1253 1523 1313</box>
story5-headline: ಸರ್ಕಾರಿ ಶಾಲೆಗಳ ಅಭಿವೃದ್ಧಿಗಾಗಿ ಸರ್ಕಾರದೊಂದಿಗೆ ಸಂಘ- ಸಂಸ್ಥೆಗಳು ಕೈಜೋಡಿಸಬೇಕು. <box>115 1613 714 1638</box>
